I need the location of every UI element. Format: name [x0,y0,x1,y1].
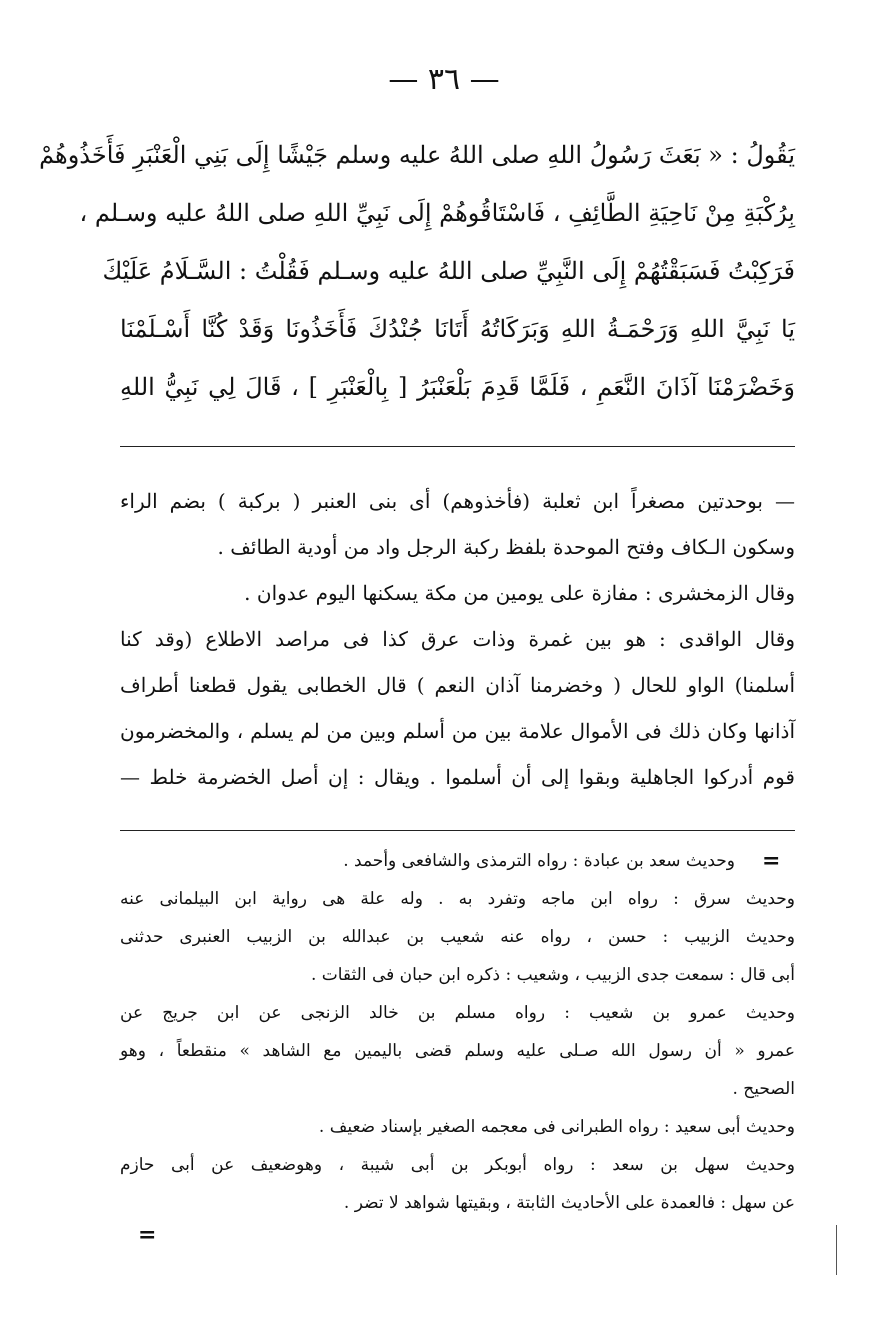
footnote-line: وحديث سرق : رواه ابن ماجه وتفرد به . وله علة هى رواية ابن البيلمانى عنه [120,889,795,909]
footnote-line: عمرو « أن رسول الله صـلى عليه وسلم قضى باليمين مع الشاهد » منقطعاً ، وهو [120,1041,795,1061]
footnote-line: أبى قال : سمعت جدى الزبيب ، وشعيب : ذكره ابن حبان فى الثقات . [310,965,795,985]
footnotes [120,842,795,1222]
footnote-end-mark: = [138,1222,157,1248]
main-text-line: يَا نَبِيَّ اللهِ وَرَحْمَـةُ اللهِ وَبَرَكَاتُهُ أَتَانَا جُنْدُكَ فَأَخَذُونَا وَقَدْ كُنَّا أَسْـلَمْنَا [120,315,795,343]
footnote-line: وحديث الزبيب : حسن ، رواه عنه شعيب بن عبدالله بن الزبيب العنبرى حدثنى [120,927,795,947]
footnote-divider-rule [120,830,795,831]
page-number: — ٣٦ — [388,62,500,97]
footnote-line: وحديث أبى سعيد : رواه الطبرانى فى معجمه الصغير بإسناد ضعيف . [318,1117,795,1137]
notes-line: آذانها وكان ذلك فى الأموال علامة بين من أسلم وبين من لم يسلم ، والمخضرمون [120,719,795,743]
main-text-line: يَقُولُ : « بَعَثَ رَسُولُ اللهِ صلى اللهُ عليه وسلم جَيْشًا إِلَى بَنِي الْعَنْبَرِ فَأَخَذُوهُمْ [39,141,795,169]
footnote-line: الصحيح . [732,1079,795,1099]
divider-rule [120,446,795,447]
footnote-line: عن سهل : فالعمدة على الأحاديث الثابتة ، وبقيتها شواهد لا تضر . [343,1193,795,1213]
main-text-line: وَخَضْرَمْنَا آذَانَ النَّعَمِ ، فَلَمَّا قَدِمَ بَلْعَنْبَرُ [ بِالْعَنْبَرِ ] ، قَالَ لِي نَبِيُّ اللهِ [120,373,795,401]
page-edge-line [836,1225,837,1275]
notes-line: — بوحدتين مصغراً ابن ثعلبة (فأخذوهم) أى بنى العنبر ( بركبة ) بضم الراء [120,489,795,513]
main-text-line: فَرَكِبْتُ فَسَبَقْتُهُمْ إِلَى النَّبِيِّ صلى اللهُ عليه وسـلم فَقُلْتُ : السَّـلَامُ عَلَيْكَ [102,257,795,285]
notes-text [120,478,795,800]
notes-line: قوم أدركوا الجاهلية وبقوا إلى أن أسلموا . ويقال : إن أصل الخضرمة خلط — [120,765,795,789]
notes-line: وقال الواقدى : هو بين غمرة وذات عرق كذا فى مراصد الاطلاع (وقد كنا [120,627,795,651]
main-text-line: بِرُكْبَةِ مِنْ نَاحِيَةِ الطَّائِفِ ، فَاسْتَاقُوهُمْ إِلَى نَبِيِّ اللهِ صلى اللهُ عليه وسـلم ، [79,199,795,227]
notes-line: أسلمنا) الواو للحال ( وخضرمنا آذان النعم ) قال الخطابى يقول قطعنا أطراف [120,673,795,697]
notes-line: وقال الزمخشرى : مفازة على يومين من مكة يسكنها اليوم عدوان . [244,581,795,605]
footnote-line: وحديث سعد بن عبادة : رواه الترمذى والشافعى وأحمد . [343,851,735,871]
footnote-line: وحديث سهل بن سعد : رواه أبوبكر بن أبى شيبة ، وهوضعيف عن أبى حازم [120,1155,795,1175]
notes-line: وسكون الـكاف وفتح الموحدة بلفظ ركبة الرجل واد من أودية الطائف . [217,535,795,559]
main-text [39,126,795,416]
footnote-continuation-mark: = [762,848,781,874]
footnote-line: وحديث عمرو بن شعيب : رواه مسلم بن خالد الزنجى عن ابن جريج عن [120,1003,795,1023]
